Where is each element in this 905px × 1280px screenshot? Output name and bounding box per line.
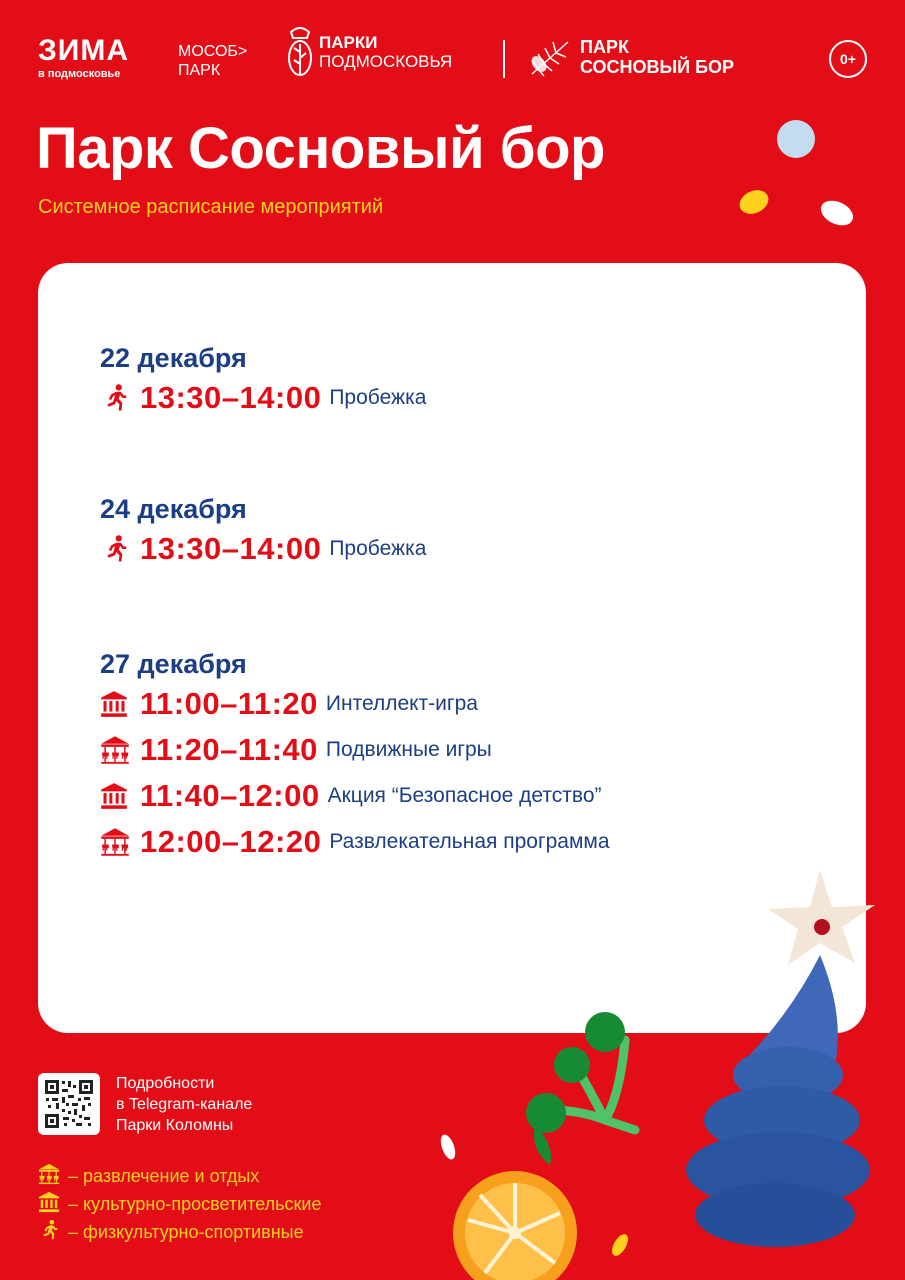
legend-text: – культурно-просветительские bbox=[68, 1194, 322, 1214]
carousel-icon bbox=[38, 1163, 68, 1190]
schedule-event bbox=[100, 526, 426, 572]
museum-icon bbox=[100, 782, 134, 810]
parki-podmoskovya-logo bbox=[287, 26, 452, 78]
berry-orange-decoration bbox=[420, 1005, 660, 1280]
logo-divider bbox=[503, 40, 505, 78]
parki-logo-line2: ПОДМОСКОВЬЯ bbox=[319, 52, 453, 71]
event-name: Пробежка bbox=[329, 537, 427, 560]
running-icon bbox=[38, 1219, 68, 1246]
event-time: 13:30–14:00 bbox=[140, 380, 322, 415]
mosobpark-logo bbox=[178, 42, 247, 80]
zima-logo-title: ЗИМА bbox=[38, 34, 130, 67]
page-title: Парк Сосновый бор bbox=[36, 116, 605, 181]
mosobpark-logo-line2: ПАРК bbox=[178, 62, 221, 79]
page-subtitle: Системное расписание мероприятий bbox=[38, 196, 384, 218]
legend-cultural bbox=[38, 1191, 322, 1218]
schedule-event bbox=[100, 819, 610, 865]
park-logo-line1: ПАРК bbox=[580, 37, 629, 57]
telegram-note-line3: Парки Коломны bbox=[116, 1117, 234, 1134]
telegram-note-line1: Подробности bbox=[116, 1075, 215, 1092]
day-date: 22 декабря bbox=[100, 343, 247, 373]
event-name: Пробежка bbox=[329, 386, 427, 409]
day-date: 24 декабря bbox=[100, 494, 247, 524]
carousel-icon bbox=[100, 827, 134, 857]
legend-text: – физкультурно-спортивные bbox=[68, 1222, 304, 1242]
pine-branch-icon bbox=[528, 36, 574, 78]
museum-icon bbox=[38, 1191, 68, 1218]
event-name: Развлекательная программа bbox=[329, 830, 610, 853]
event-name: Акция “Безопасное детство” bbox=[327, 784, 602, 807]
schedule-day-22 bbox=[100, 341, 426, 421]
telegram-note bbox=[116, 1073, 252, 1136]
legend-sport bbox=[38, 1219, 304, 1246]
event-time: 11:40–12:00 bbox=[140, 778, 320, 813]
age-rating-badge: 0+ bbox=[829, 40, 867, 78]
toy-tree-decoration bbox=[670, 865, 895, 1260]
museum-icon bbox=[100, 690, 134, 718]
running-icon bbox=[100, 534, 134, 564]
schedule-day-24 bbox=[100, 492, 426, 572]
parki-logo-line1: ПАРКИ bbox=[319, 33, 378, 52]
telegram-note-line2: в Telegram-канале bbox=[116, 1096, 253, 1113]
day-date: 27 декабря bbox=[100, 649, 247, 679]
event-name: Подвижные игры bbox=[325, 738, 492, 761]
schedule-event bbox=[100, 375, 426, 421]
park-logo-line2: СОСНОВЫЙ БОР bbox=[580, 57, 735, 77]
confetti-decoration bbox=[730, 115, 870, 235]
legend-text: – развлечение и отдых bbox=[68, 1166, 260, 1186]
schedule-event bbox=[100, 681, 610, 727]
mosobpark-logo-line1: МОСОБ> bbox=[178, 43, 248, 60]
event-name: Интеллект-игра bbox=[325, 692, 478, 715]
park-sosnovy-bor-logo bbox=[528, 36, 734, 78]
running-icon bbox=[100, 383, 134, 413]
schedule-day-27 bbox=[100, 647, 610, 865]
event-time: 11:00–11:20 bbox=[140, 686, 318, 721]
legend-entertainment bbox=[38, 1163, 259, 1190]
event-time: 11:20–11:40 bbox=[140, 732, 318, 767]
event-time: 13:30–14:00 bbox=[140, 531, 322, 566]
zima-logo-caption: в подмосковье bbox=[38, 68, 121, 80]
schedule-event bbox=[100, 727, 610, 773]
event-time: 12:00–12:20 bbox=[140, 824, 322, 859]
zima-logo bbox=[38, 36, 129, 80]
schedule-event bbox=[100, 773, 610, 819]
parki-leaf-icon bbox=[287, 26, 313, 78]
telegram-qr-code[interactable] bbox=[38, 1073, 100, 1135]
carousel-icon bbox=[100, 735, 134, 765]
